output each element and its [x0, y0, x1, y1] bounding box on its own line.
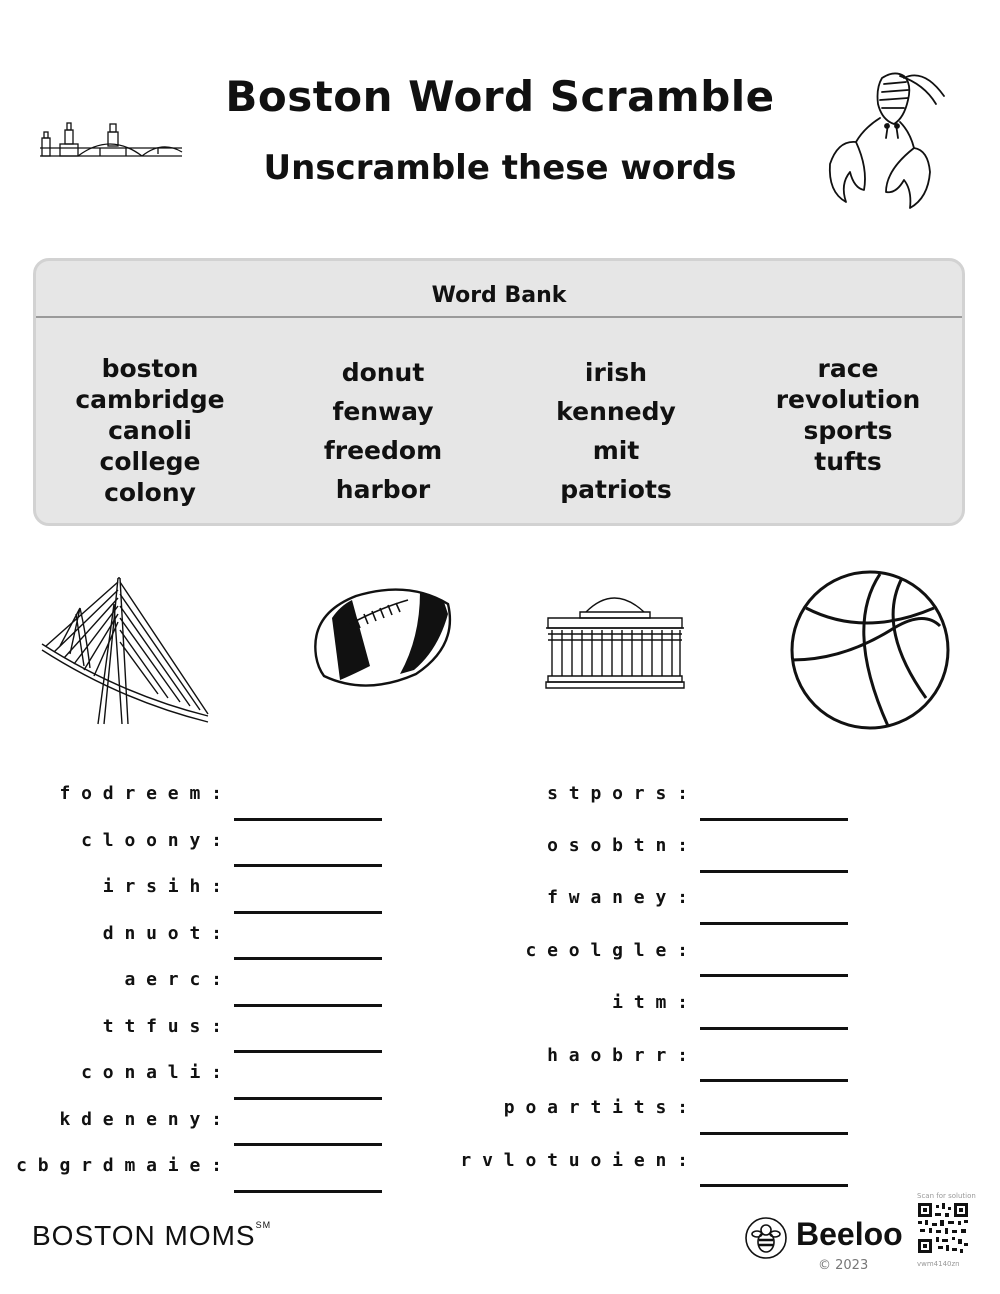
scramble-item: [40, 1016, 222, 1056]
football-icon: [310, 584, 456, 690]
answer-line[interactable]: [700, 1184, 848, 1187]
bank-word: canoli: [108, 416, 192, 445]
answer-line[interactable]: [234, 1004, 382, 1007]
scramble-item: [40, 923, 222, 963]
bank-word: boston: [101, 354, 199, 383]
scramble-item: [40, 1109, 222, 1149]
scrambled-word: p o a r t i t s :: [503, 1097, 688, 1118]
scrambled-word: r v l o t u o i e n :: [460, 1150, 688, 1171]
page-title: Boston Word Scramble: [225, 72, 775, 121]
qr-code-id: vwm4140zn: [917, 1260, 960, 1268]
answer-line[interactable]: [700, 1079, 848, 1082]
bank-word: patriots: [560, 475, 672, 504]
copyright: © 2023: [818, 1258, 869, 1273]
word-bank-column-3: [506, 353, 726, 509]
bank-word: college: [99, 447, 201, 476]
scramble-item: [480, 940, 688, 980]
scrambled-word: f w a n e y :: [547, 887, 688, 908]
bee-icon: [744, 1216, 788, 1260]
scrambled-word: c e o l g l e :: [525, 940, 688, 961]
answer-line[interactable]: [700, 870, 848, 873]
scrambled-word: h a o b r r :: [547, 1045, 688, 1066]
answer-line[interactable]: [700, 818, 848, 821]
word-bank-title: Word Bank: [431, 283, 567, 308]
bank-word: colony: [104, 478, 196, 507]
answer-line[interactable]: [234, 818, 382, 821]
beeloo-logo: Beeloo: [796, 1216, 903, 1252]
scramble-item: [480, 783, 688, 823]
scrambled-word: d n u o t :: [102, 923, 222, 944]
boston-moms-logo: [32, 1220, 271, 1252]
page-subtitle: Unscramble these words: [263, 148, 737, 188]
scramble-item: [40, 1062, 222, 1102]
scrambled-word: i r s i h :: [102, 876, 222, 897]
word-bank-column-1: [40, 353, 260, 508]
answer-line[interactable]: [234, 1097, 382, 1100]
scramble-item: [480, 1045, 688, 1085]
scrambled-word: f o d r e e m :: [59, 783, 222, 804]
answer-line[interactable]: [234, 1050, 382, 1053]
answer-line[interactable]: [234, 864, 382, 867]
zakim-bridge-icon: [40, 574, 212, 728]
scrambled-word: c o n a l i :: [81, 1062, 222, 1083]
scrambled-word: i t m :: [612, 992, 688, 1013]
answer-line[interactable]: [700, 974, 848, 977]
bank-word: revolution: [775, 385, 921, 414]
answer-line[interactable]: [700, 1027, 848, 1030]
scrambled-word: c l o o n y :: [81, 830, 222, 851]
answer-line[interactable]: [234, 1143, 382, 1146]
bank-word: tufts: [814, 447, 882, 476]
bank-word: cambridge: [75, 385, 225, 414]
qr-caption: Scan for solution: [917, 1192, 976, 1200]
word-bank-column-4: [738, 353, 958, 477]
scramble-item: [480, 835, 688, 875]
scrambled-word: a e r c :: [124, 969, 222, 990]
scramble-item: [480, 887, 688, 927]
boston-moms-text: BOSTON MOMS: [32, 1220, 256, 1251]
lobster-icon: [824, 68, 950, 214]
bank-word: kennedy: [556, 397, 676, 426]
word-bank-column-2: [273, 353, 493, 509]
answer-line[interactable]: [700, 1132, 848, 1135]
answer-line[interactable]: [234, 911, 382, 914]
scramble-item: [40, 830, 222, 870]
scrambled-word: o s o b t n :: [547, 835, 688, 856]
bank-word: freedom: [323, 436, 443, 465]
answer-line[interactable]: [700, 922, 848, 925]
scramble-item: [16, 1155, 222, 1195]
answer-line[interactable]: [234, 957, 382, 960]
scramble-item: [40, 969, 222, 1009]
scramble-item: [460, 1150, 688, 1190]
scrambled-word: t t f u s :: [102, 1016, 222, 1037]
mit-dome-icon: [544, 586, 686, 690]
qr-code-icon[interactable]: [918, 1203, 968, 1253]
word-bank-divider: [36, 316, 962, 318]
bank-word: irish: [584, 358, 648, 387]
scramble-item: [480, 1097, 688, 1137]
bank-word: donut: [341, 358, 425, 387]
basketball-icon: [784, 568, 956, 732]
scrambled-word: c b g r d m a i e :: [16, 1155, 222, 1176]
scramble-item: [40, 783, 222, 823]
bank-word: fenway: [332, 397, 434, 426]
bank-word: race: [817, 354, 879, 383]
word-bank: [33, 258, 965, 526]
bank-word: harbor: [335, 475, 431, 504]
scramble-item: [40, 876, 222, 916]
scramble-item: [480, 992, 688, 1032]
service-mark: SM: [255, 1220, 272, 1230]
bank-word: sports: [803, 416, 893, 445]
answer-line[interactable]: [234, 1190, 382, 1193]
scrambled-word: k d e n e n y :: [59, 1109, 222, 1130]
bank-word: mit: [592, 436, 640, 465]
bridge-icon: [38, 118, 184, 162]
scrambled-word: s t p o r s :: [547, 783, 688, 804]
